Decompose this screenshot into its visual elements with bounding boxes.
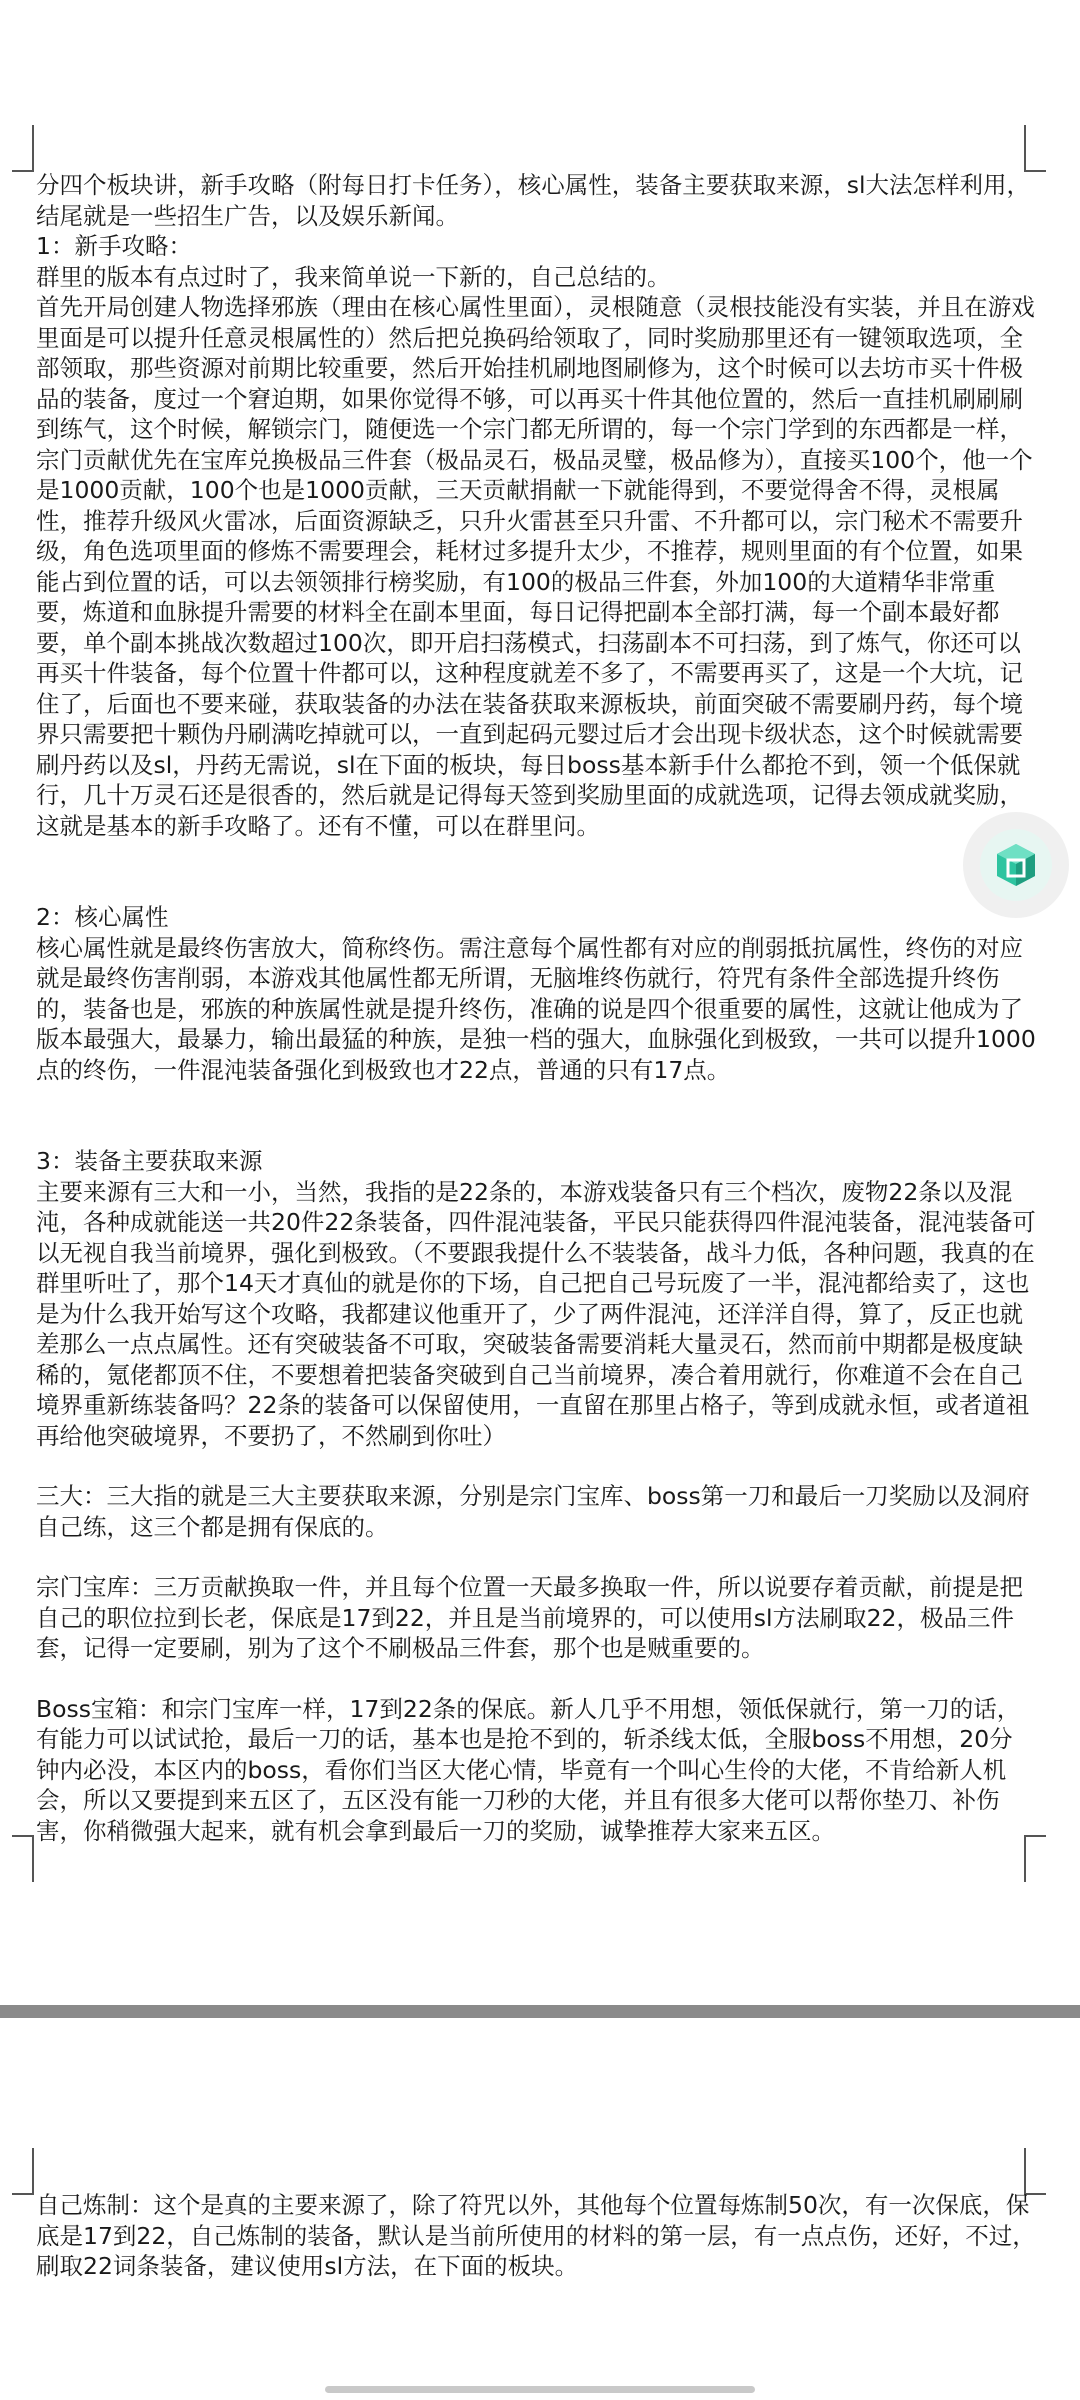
paragraph: 群里的版本有点过时了，我来简单说一下新的，自己总结的。	[36, 262, 671, 291]
crop-mark-top-left	[12, 2148, 34, 2195]
crop-mark-top-left	[12, 125, 34, 172]
paragraph: Boss宝箱：和宗门宝库一样，17到22条的保底。新人几乎不用想，领低保就行，第一刀的话，有能力可以试试抢，最后一刀的话，基本也是抢不到的，斩杀线太低，全服boss不用想，20分钟内必没，本区内的boss，看你们当区大佬心情，毕竟有一个叫心生伶的大佬，不肯给新人机会，所以又要提到来五区了，五区没有能一刀秒的大佬，并且有很多大佬可以帮你垫刀、补伤害，你稍微强大起来，就有机会拿到最后一刀的奖励，诚挚推荐大家来五区。	[36, 1694, 1021, 1845]
paragraph: 核心属性就是最终伤害放大，简称终伤。需注意每个属性都有对应的削弱抵抗属性，终伤的对应就是最终伤害削弱，本游戏其他属性都无所谓，无脑堆终伤就行，符咒有条件全部选提升终伤的，装备也是，邪族的种族属性就是提升终伤，准确的说是四个很重要的属性，这就让他成为了版本最强大，最暴力，输出最猛的种族，是独一档的强大，血脉强化到极致，一共可以提升1000点的终伤，一件混沌装备强化到极致也才22点，普通的只有17点。	[36, 933, 1036, 1084]
floating-action-button[interactable]	[963, 812, 1069, 918]
paragraph: 自己炼制：这个是真的主要来源了，除了符咒以外，其他每个位置每炼制50次，有一次保底，保底是17到22，自己炼制的装备，默认是当前所使用的材料的第一层，有一点点伤，还好，不过，刷取22词条装备，建议使用sl方法，在下面的板块。	[36, 2191, 1036, 2280]
page-2-text	[36, 2190, 1036, 2282]
intro-paragraph: 分四个板块讲，新手攻略（附每日打卡任务），核心属性，装备主要获取来源，sl大法怎样利用，结尾就是一些招生广告，以及娱乐新闻。	[36, 171, 1031, 230]
crop-mark-top-right	[1024, 2148, 1046, 2195]
page-1-text	[36, 170, 1036, 1846]
paragraph: 三大：三大指的就是三大主要获取来源，分别是宗门宝库、boss第一刀和最后一刀奖励以及洞府自己练，这三个都是拥有保底的。	[36, 1482, 1030, 1541]
paragraph: 首先开局创建人物选择邪族（理由在核心属性里面），灵根随意（灵根技能没有实装，并且在游戏里面是可以提升任意灵根属性的）然后把兑换码给领取了，同时奖励那里还有一键领取选项，全部领取，那些资源对前期比较重要，然后开始挂机刷地图刷修为，这个时候可以去坊市买十件极品的装备，度过一个窘迫期，如果你觉得不够，可以再买十件其他位置的，然后一直挂机刷刷刷到练气，这个时候，解锁宗门，随便选一个宗门都无所谓的，每一个宗门学到的东西都是一样，宗门贡献优先在宝库兑换极品三件套（极品灵石，极品灵璧，极品修为），直接买100个，他一个是1000贡献，100个也是1000贡献，三天贡献捐献一下就能得到，不要觉得舍不得，灵根属性，推荐升级风火雷冰，后面资源缺乏，只升火雷甚至只升雷、不升都可以，宗门秘术不需要升级，角色选项里面的修炼不需要理会，耗材过多提升太少，不推荐，规则里面的有个位置，如果能占到位置的话，可以去领领排行榜奖励，有100的极品三件套，外加100的大道精华非常重要，炼道和血脉提升需要的材料全在副本里面，每日记得把副本全部打满，每一个副本最好都要，单个副本挑战次数超过100次，即开启扫荡模式，扫荡副本不可扫荡，到了炼气，你还可以再买十件装备，每个位置十件都可以，这种程度就差不多了，不需要再买了，这是一个大坑，记住了，后面也不要来碰，获取装备的办法在装备获取来源板块，前面突破不需要刷丹药，每个境界只需要把十颗伪丹刷满吃掉就可以，一直到起码元婴过后才会出现卡级状态，这个时候就需要刷丹药以及sl，丹药无需说，sl在下面的板块，每日boss基本新手什么都抢不到，领一个低保就行，几十万灵石还是很香的，然后就是记得每天签到奖励里面的成就选项，记得去领成就奖励，这就是基本的新手攻略了。还有不懂，可以在群里问。	[36, 293, 1035, 840]
cube-icon	[980, 829, 1052, 901]
home-indicator[interactable]	[325, 2386, 755, 2393]
section-heading-core-attribute: 2：核心属性	[36, 903, 169, 931]
crop-mark-bottom-left	[12, 1835, 34, 1882]
page-separator	[0, 2005, 1080, 2018]
section-heading-newbie-guide: 1：新手攻略：	[36, 232, 192, 260]
paragraph: 宗门宝库：三万贡献换取一件，并且每个位置一天最多换取一件，所以说要存着贡献，前提是把自己的职位拉到长老，保底是17到22，并且是当前境界的，可以使用sl方法刷取22，极品三件套，记得一定要刷，别为了这个不刷极品三件套，那个也是贼重要的。	[36, 1573, 1023, 1662]
section-heading-equipment-source: 3：装备主要获取来源	[36, 1147, 263, 1175]
crop-mark-top-right	[1024, 125, 1046, 172]
paragraph: 主要来源有三大和一小，当然，我指的是22条的，本游戏装备只有三个档次，废物22条以及混沌，各种成就能送一共20件22条装备，四件混沌装备，平民只能获得四件混沌装备，混沌装备可以无视自我当前境界，强化到极致。（不要跟我提什么不装装备，战斗力低，各种问题，我真的在群里听吐了，那个14天才真仙的就是你的下场，自己把自己号玩废了一半，混沌都给卖了，这也是为什么我开始写这个攻略，我都建议他重开了，少了两件混沌，还洋洋自得，算了，反正也就差那么一点点属性。还有突破装备不可取，突破装备需要消耗大量灵石，然而前中期都是极度缺稀的，氪佬都顶不住，不要想着把装备突破到自己当前境界，凑合着用就行，你难道不会在自己境界重新练装备吗？22条的装备可以保留使用，一直留在那里占格子，等到成就永恒，或者道祖再给他突破境界，不要扔了，不然刷到你吐）	[36, 1177, 1036, 1450]
